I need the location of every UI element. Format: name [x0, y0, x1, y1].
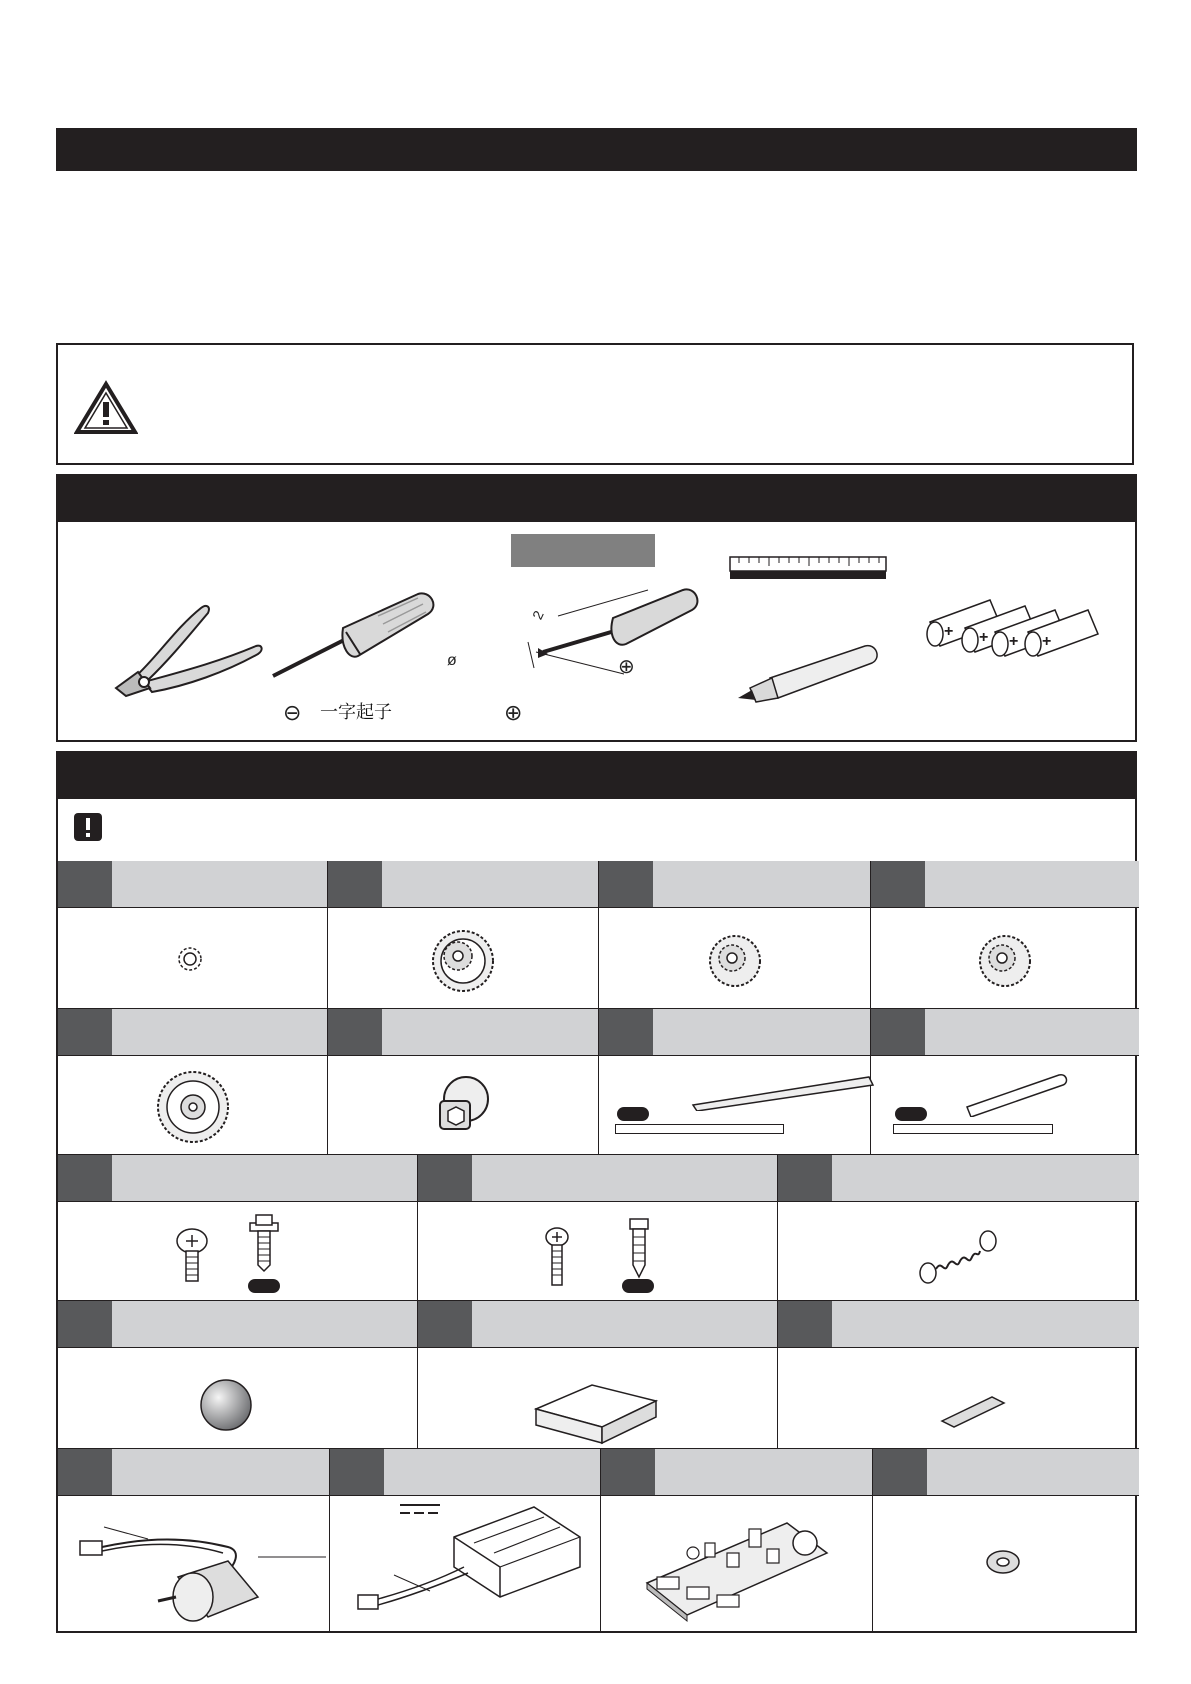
phillips-size-tag [511, 534, 655, 567]
svg-text:+: + [979, 629, 989, 646]
screwdriver-size-letter: 2 [529, 608, 547, 622]
steel-ball-icon [198, 1377, 254, 1433]
small-pinion-gear-icon [170, 939, 210, 979]
part-cell-18 [873, 1449, 1139, 1631]
parts-section-header [58, 753, 1135, 799]
top-header-bar [56, 128, 1137, 171]
hex-shaft-icon [689, 1071, 879, 1111]
part-cell-1 [58, 861, 328, 1009]
flat-screwdriver-label: 一字起子 [320, 702, 392, 722]
round-shaft-icon [961, 1067, 1071, 1117]
part-number-box [599, 1009, 653, 1055]
marker-pen-icon [730, 638, 890, 708]
exclamation-square-icon [74, 813, 102, 841]
shaft-length-guide [615, 1124, 784, 1134]
shaft-length-guide [893, 1124, 1053, 1134]
part-cell-2 [328, 861, 599, 1009]
part-cell-5 [58, 1009, 328, 1155]
part-number-box [328, 1009, 382, 1055]
part-cell-9 [58, 1155, 418, 1301]
part-number-box [873, 1449, 927, 1495]
machine-screw-icon [542, 1225, 572, 1289]
flange-screw-icon [244, 1213, 284, 1283]
minus-symbol: ⊖ [283, 700, 302, 725]
part-label-bar [778, 1155, 1139, 1202]
part-cell-11 [778, 1155, 1139, 1301]
screw-size-tag [622, 1279, 654, 1293]
tapping-screw-icon [624, 1217, 654, 1287]
part-cell-17 [601, 1449, 873, 1631]
double-gear-icon [705, 931, 765, 991]
plus-symbol: ⊕ [504, 700, 523, 725]
part-number-box [599, 861, 653, 907]
diameter-symbol: ø [447, 652, 457, 669]
part-number-box [328, 861, 382, 907]
tools-section-header [58, 476, 1135, 522]
part-number-box [778, 1155, 832, 1201]
crank-hub-icon [426, 1071, 496, 1141]
part-cell-12 [58, 1301, 418, 1449]
svg-text:+: + [1042, 633, 1052, 650]
part-number-box [58, 1009, 112, 1055]
part-number-box [418, 1301, 472, 1347]
double-gear-icon [428, 926, 498, 996]
part-cell-4 [871, 861, 1139, 1009]
plus-symbol-small: ⊕ [618, 656, 635, 678]
motor-with-connector-icon [58, 1497, 328, 1627]
parts-section [56, 751, 1137, 1633]
round-head-screw-icon [172, 1225, 212, 1285]
part-number-box [58, 861, 112, 907]
aa-batteries-icon [920, 582, 1120, 662]
tape-strip-icon [938, 1391, 1008, 1431]
part-number-box [778, 1301, 832, 1347]
svg-text:+: + [944, 623, 954, 640]
part-number-box [871, 861, 925, 907]
part-cell-3 [599, 861, 871, 1009]
shaft-length-tag [617, 1107, 649, 1121]
double-gear-icon [975, 931, 1035, 991]
part-cell-10 [418, 1155, 778, 1301]
part-label-bar [778, 1301, 1139, 1348]
shaft-length-tag [895, 1107, 927, 1121]
sponge-pad-icon [532, 1379, 662, 1449]
circuit-board-icon [637, 1503, 837, 1623]
ruler-icon [729, 556, 889, 584]
part-number-box [330, 1449, 384, 1495]
large-gear-icon [153, 1067, 233, 1147]
part-cell-8 [871, 1009, 1139, 1155]
svg-text:+: + [1009, 633, 1019, 650]
tools-section [56, 474, 1137, 742]
screw-size-tag [248, 1279, 280, 1293]
part-cell-6 [328, 1009, 599, 1155]
battery-holder-icon [334, 1497, 594, 1627]
flat-screwdriver-icon [268, 586, 468, 696]
washer-icon [983, 1547, 1023, 1577]
part-number-box [58, 1449, 112, 1495]
warning-triangle-icon [74, 380, 138, 436]
part-cell-13 [418, 1301, 778, 1449]
part-number-box [418, 1155, 472, 1201]
part-cell-16 [330, 1449, 601, 1631]
part-number-box [871, 1009, 925, 1055]
part-number-box [58, 1301, 112, 1347]
nipper-pliers-icon [86, 588, 266, 698]
part-cell-15 [58, 1449, 330, 1631]
part-cell-14 [778, 1301, 1139, 1449]
phillips-screwdriver-icon [508, 576, 708, 686]
part-cell-7 [599, 1009, 871, 1155]
caution-box [56, 343, 1134, 465]
coil-spring-icon [918, 1229, 998, 1289]
part-number-box [601, 1449, 655, 1495]
part-number-box [58, 1155, 112, 1201]
